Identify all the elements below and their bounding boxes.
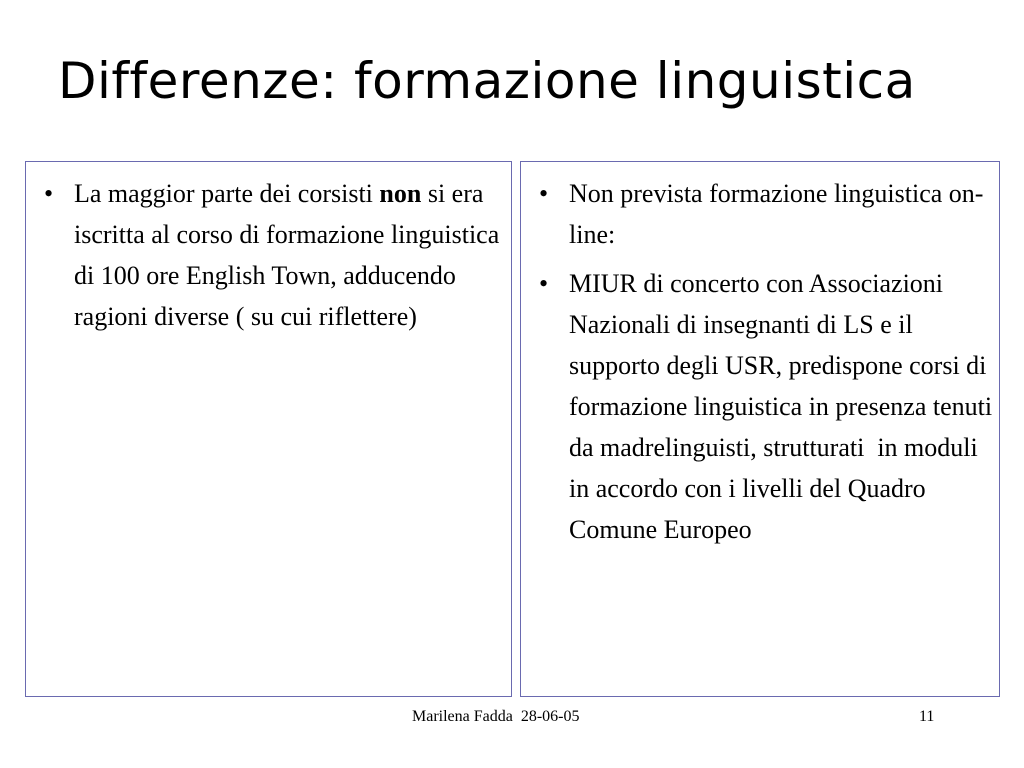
bullet-text-bold: non	[379, 179, 422, 208]
slide-title: Differenze: formazione linguistica	[58, 52, 916, 110]
footer-page-number: 11	[919, 708, 935, 725]
left-bullet-item	[26, 173, 511, 337]
left-text-box	[25, 161, 512, 697]
right-bullet-item: • Non prevista formazione linguistica on-line:	[521, 173, 999, 255]
right-bullet-item: • MIUR di concerto con Associazioni Nazionali di insegnanti di LS e il supporto degli USR, predispone corsi di formazione linguistica in presenza tenuti da madrelinguisti, strutturati in moduli in accordo con i livelli del Quadro Comune Europeo	[521, 263, 999, 550]
footer-author-date: Marilena Fadda 28-06-05	[412, 708, 580, 725]
left-bullet-list	[26, 173, 511, 337]
bullet-text-start: La maggior parte dei corsisti	[74, 179, 380, 208]
bullet-text-end: si era iscritta al corso di formazione linguistica di 100 ore English Town, adducendo ragioni diverse ( su cui riflettere)	[74, 179, 500, 331]
right-text-box	[520, 161, 1000, 697]
right-bullet-list	[521, 173, 999, 550]
